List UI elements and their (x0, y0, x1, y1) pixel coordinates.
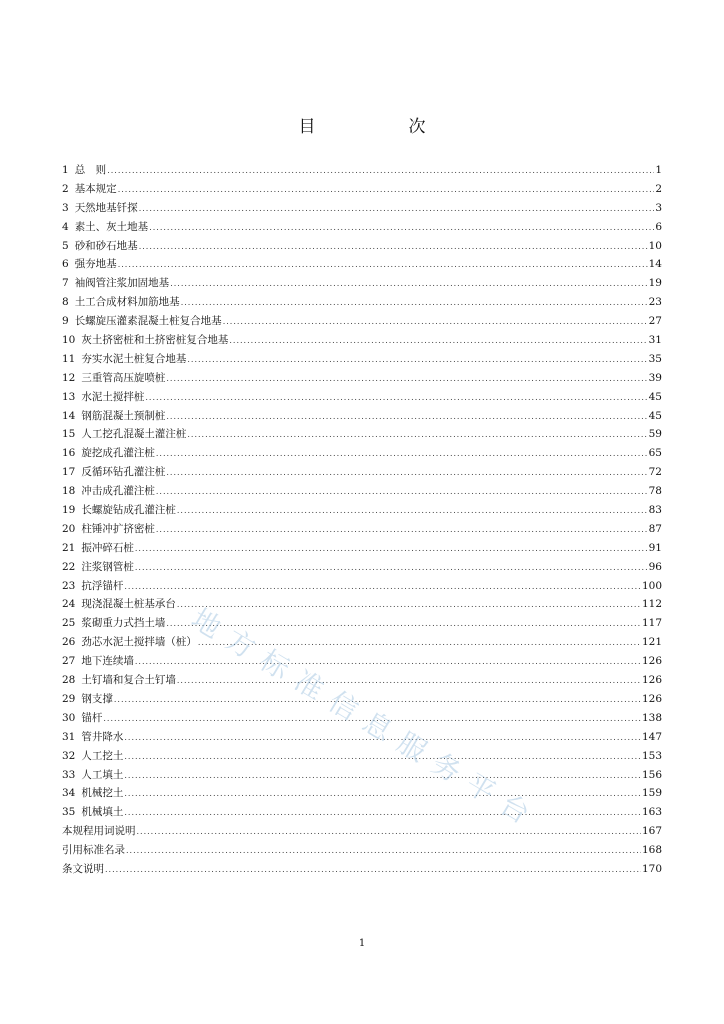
toc-entry[interactable] (62, 199, 662, 218)
toc-entry-page: 31 (648, 334, 662, 347)
toc-entry-page: 168 (641, 844, 662, 857)
toc-entry[interactable] (62, 520, 662, 539)
toc-entry-page: 78 (648, 485, 662, 498)
toc-entry[interactable] (62, 350, 662, 369)
toc-entry-title: 现浇混凝土桩基承台 (81, 598, 176, 611)
toc-entry-number: 34 (62, 787, 76, 800)
toc-entry[interactable] (62, 633, 662, 652)
toc-leader-dots (181, 293, 648, 312)
toc-leader-dots (118, 180, 655, 199)
toc-entry-page: 83 (648, 504, 662, 517)
toc-entry-page: 10 (648, 239, 662, 252)
toc-leader-dots (166, 369, 647, 388)
toc-leader-dots (107, 161, 654, 180)
toc-entry-page: 126 (641, 655, 662, 668)
toc-entry-page: 59 (648, 428, 662, 441)
toc-leader-dots (124, 803, 641, 822)
toc-entry-title: 振冲碎石桩 (81, 541, 134, 554)
toc-entry-title: 夯实水泥土桩复合地基 (81, 352, 187, 365)
toc-entry-title: 三重管高压旋喷桩 (81, 371, 166, 384)
toc-entry[interactable] (62, 539, 662, 558)
toc-entry-page: 27 (648, 315, 662, 328)
toc-entry-page: 170 (641, 862, 662, 875)
toc-leader-dots (139, 199, 655, 218)
toc-entry[interactable] (62, 312, 662, 331)
toc-entry-page: 6 (655, 220, 662, 233)
toc-entry[interactable] (62, 841, 662, 860)
toc-entry-number: 4 (62, 220, 69, 233)
toc-entry-title: 土工合成材料加筋地基 (74, 296, 180, 309)
toc-entry-title: 袖阀管注浆加固地基 (74, 277, 170, 290)
toc-leader-dots (105, 860, 641, 879)
toc-entry-page: 153 (641, 749, 662, 762)
toc-entry-page: 96 (648, 560, 662, 573)
toc-entry-number: 17 (62, 466, 76, 479)
toc-entry-page: 163 (641, 806, 662, 819)
toc-leader-dots (223, 312, 648, 331)
toc-entry-page: 19 (648, 277, 662, 290)
toc-entry-number: 30 (62, 711, 76, 724)
toc-entry-page: 23 (648, 296, 662, 309)
toc-entry-page: 45 (648, 409, 662, 422)
toc-entry-title: 人工挖孔混凝土灌注桩 (81, 428, 187, 441)
toc-entry-number: 24 (62, 598, 76, 611)
toc-entry-page: 14 (648, 258, 662, 271)
toc-entry[interactable] (62, 331, 662, 350)
toc-leader-dots (139, 237, 648, 256)
toc-entry-number: 28 (62, 674, 76, 687)
toc-entry-title: 旋挖成孔灌注桩 (81, 447, 155, 460)
toc-entry-number: 29 (62, 692, 76, 705)
toc-entry-title: 条文说明 (62, 862, 104, 875)
toc-entry[interactable] (62, 614, 662, 633)
toc-entry-title: 钢支撑 (81, 692, 113, 705)
toc-entry-page: 87 (648, 522, 662, 535)
toc-leader-dots (135, 652, 641, 671)
toc-entry-number: 7 (62, 277, 69, 290)
toc-entry-page: 112 (641, 598, 662, 611)
toc-entry-title: 引用标准名录 (62, 844, 125, 857)
toc-entry[interactable] (62, 671, 662, 690)
toc-entry-page: 100 (641, 579, 662, 592)
toc-entry-title: 劲芯水泥土搅拌墙（桩） (81, 636, 197, 649)
toc-leader-dots (149, 218, 654, 237)
toc-entry-number: 1 (62, 164, 69, 176)
toc-leader-dots (137, 822, 641, 841)
toc-entry-number: 11 (62, 352, 76, 365)
toc-entry[interactable] (62, 501, 662, 520)
toc-entry-page: 3 (655, 201, 662, 214)
toc-entry-title: 柱锤冲扩挤密桩 (81, 522, 155, 535)
toc-entry[interactable] (62, 766, 662, 785)
toc-leader-dots (135, 558, 648, 577)
toc-entry-title: 注浆钢管桩 (81, 560, 134, 573)
toc-leader-dots (187, 350, 647, 369)
toc-entry-number: 5 (62, 239, 69, 252)
toc-entry-title: 反循环钻孔灌注桩 (81, 466, 166, 479)
toc-entry[interactable] (62, 463, 662, 482)
toc-entry[interactable] (62, 255, 662, 274)
toc-leader-dots (124, 577, 641, 596)
toc-leader-dots (124, 784, 641, 803)
toc-leader-dots (126, 841, 641, 860)
toc-entry-number: 12 (62, 371, 76, 384)
toc-entry-page: 147 (641, 730, 662, 743)
toc-entry-page: 167 (641, 825, 662, 838)
toc-entry-title: 水泥土搅拌桩 (81, 390, 145, 403)
toc-entry-title: 总 则 (74, 164, 107, 176)
toc-entry-title: 灰土挤密桩和土挤密桩复合地基 (81, 334, 229, 347)
toc-entry-title: 基本规定 (74, 182, 117, 195)
toc-entry-title: 地下连续墙 (81, 655, 134, 668)
toc-entry[interactable] (62, 180, 662, 199)
toc-entry-title: 机械填土 (81, 806, 124, 819)
toc-entry[interactable] (62, 274, 662, 293)
toc-entry[interactable] (62, 595, 662, 614)
toc-entry-number: 35 (62, 806, 76, 819)
toc-entry-number: 13 (62, 390, 76, 403)
footer-page-number: 1 (358, 938, 366, 949)
toc-entry-number: 15 (62, 428, 76, 441)
toc-entry-title: 管井降水 (81, 730, 124, 743)
toc-leader-dots (170, 274, 647, 293)
toc-entry-number: 21 (62, 541, 76, 554)
toc-entry[interactable] (62, 482, 662, 501)
toc-entry-number: 27 (62, 655, 76, 668)
toc-leader-dots (177, 501, 648, 520)
toc-entry-page: 65 (648, 447, 662, 460)
toc-leader-dots (166, 463, 647, 482)
toc-entry-number: 20 (62, 522, 76, 535)
toc-entry[interactable] (62, 558, 662, 577)
toc-entry[interactable] (62, 369, 662, 388)
toc-leader-dots (124, 766, 641, 785)
toc-leader-dots (156, 444, 648, 463)
toc-leader-dots (177, 671, 641, 690)
toc-entry-number: 18 (62, 485, 76, 498)
watermark: 地方标准信息服务平台 (185, 602, 546, 837)
page-title: 目 次 (298, 117, 464, 137)
toc-entry-number: 3 (62, 201, 69, 214)
toc-entry-page: 72 (648, 466, 662, 479)
toc-entry-title: 锚杆 (81, 711, 103, 724)
toc-entry-title: 冲击成孔灌注桩 (81, 485, 155, 498)
toc-entry-title: 抗浮锚杆 (81, 579, 124, 592)
toc-entry-title: 土钉墙和复合土钉墙 (81, 674, 176, 687)
toc-entry[interactable] (62, 425, 662, 444)
toc-entry-title: 长螺旋钻成孔灌注桩 (81, 504, 176, 517)
toc-leader-dots (187, 425, 647, 444)
toc-entry-title: 人工填土 (81, 768, 124, 781)
toc-entry-page: 126 (641, 674, 662, 687)
toc-entry[interactable] (62, 293, 662, 312)
toc-entry[interactable] (62, 652, 662, 671)
toc-entry-number: 33 (62, 768, 76, 781)
toc-entry[interactable] (62, 444, 662, 463)
toc-entry-page: 121 (641, 636, 662, 649)
toc-entry-title: 本规程用词说明 (62, 825, 136, 838)
toc-entry-number: 8 (62, 296, 69, 309)
toc-entry-title: 人工挖土 (81, 749, 124, 762)
toc-entry-number: 9 (62, 315, 69, 328)
toc-entry[interactable] (62, 784, 662, 803)
toc-entry-number: 10 (62, 334, 76, 347)
toc-entry-title: 浆砌重力式挡土墙 (81, 617, 166, 630)
toc-leader-dots (229, 331, 647, 350)
toc-entry-number: 23 (62, 579, 76, 592)
toc-entry[interactable] (62, 860, 662, 879)
toc-entry-title: 长螺旋压灌素混凝土桩复合地基 (74, 315, 222, 328)
toc-entry-number: 31 (62, 730, 76, 743)
toc-entry-title: 强夯地基 (74, 258, 117, 271)
toc-entry-title: 天然地基钎探 (74, 201, 138, 214)
toc-leader-dots (135, 539, 648, 558)
toc-entry[interactable] (62, 388, 662, 407)
toc-entry-number: 25 (62, 617, 76, 630)
toc-entry-number: 6 (62, 258, 69, 271)
toc-entry-title: 素土、灰土地基 (74, 220, 149, 233)
toc-entry-page: 39 (648, 371, 662, 384)
toc-entry-page: 35 (648, 352, 662, 365)
toc-entry-number: 26 (62, 636, 76, 649)
toc-entry-number: 16 (62, 447, 76, 460)
toc-entry-page: 126 (641, 692, 662, 705)
toc-leader-dots (166, 407, 647, 426)
toc-entry-page: 2 (655, 182, 662, 195)
toc-leader-dots (118, 255, 648, 274)
toc-leader-dots (145, 388, 647, 407)
toc-entry-page: 159 (641, 787, 662, 800)
toc-entry-title: 机械挖土 (81, 787, 124, 800)
toc-entry-page: 1 (655, 164, 662, 176)
toc-entry[interactable] (62, 747, 662, 766)
toc-entry-title: 砂和砂石地基 (74, 239, 138, 252)
toc-entry[interactable] (62, 822, 662, 841)
toc-entry[interactable] (62, 407, 662, 426)
toc-entry[interactable] (62, 237, 662, 256)
toc-entry-number: 2 (62, 182, 69, 195)
toc-entry-page: 91 (648, 541, 662, 554)
table-of-contents (62, 161, 662, 879)
toc-entry-page: 156 (641, 768, 662, 781)
toc-entry-number: 32 (62, 749, 76, 762)
toc-leader-dots (177, 595, 641, 614)
toc-entry-page: 117 (641, 617, 662, 630)
toc-entry-page: 45 (648, 390, 662, 403)
toc-entry[interactable] (62, 803, 662, 822)
toc-entry-number: 14 (62, 409, 76, 422)
toc-entry-number: 22 (62, 560, 76, 573)
toc-entry[interactable] (62, 218, 662, 237)
toc-leader-dots (156, 482, 648, 501)
toc-leader-dots (156, 520, 648, 539)
toc-entry[interactable] (62, 161, 662, 180)
toc-entry[interactable] (62, 577, 662, 596)
toc-entry-page: 138 (641, 711, 662, 724)
toc-entry-number: 19 (62, 504, 76, 517)
toc-entry-title: 钢筋混凝土预制桩 (81, 409, 166, 422)
